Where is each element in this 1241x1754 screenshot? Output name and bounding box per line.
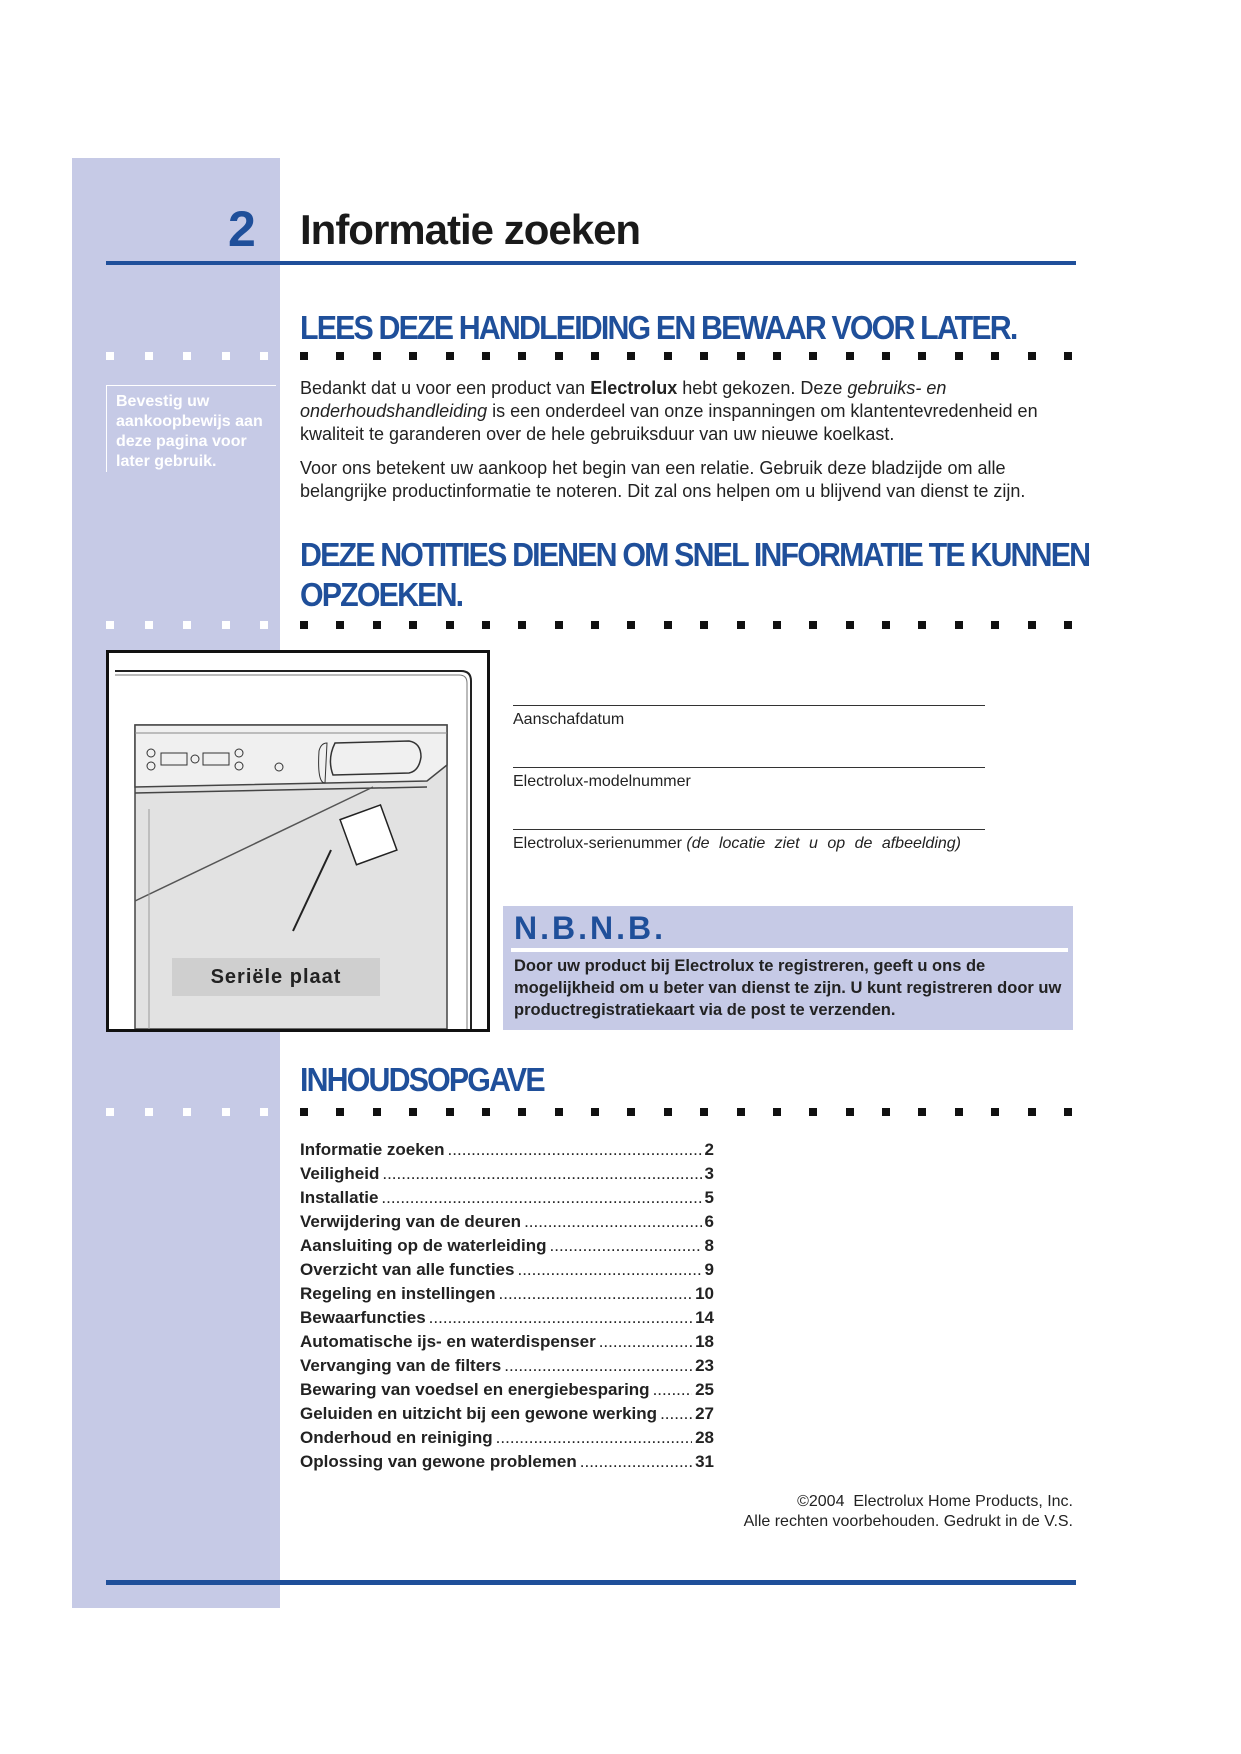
sidebar-dot-row [106,621,268,629]
sidebar-note: Bevestig uw aankoopbewijs aan deze pagina voor later gebruik. [106,385,276,472]
page-title: Informatie zoeken [300,206,641,253]
nb-box [503,906,1073,1030]
footer-rule [106,1580,1076,1585]
model-number-line [513,767,985,768]
toc-entry[interactable]: Installatie ..... 5 [300,1188,714,1212]
purchase-date-line [513,705,985,706]
dot-divider [300,352,1072,360]
serial-plate-label: Seriële plaat [172,958,380,996]
section-heading-keep-manual: LEES DEZE HANDLEIDING EN BEWAAR VOOR LATER. [300,309,1017,346]
nb-rule [511,948,1068,952]
nb-text: Door uw product bij Electrolux te registreren, geeft u ons de mogelijkheid om u beter van dienst te zijn. U kunt registreren door uw productregistratiekaart via de post te verzenden. [514,957,1062,1019]
toc-entry[interactable]: Informatie zoeken ..... 2 [300,1140,714,1164]
brand-name: Electrolux [590,378,678,398]
dot-divider [300,621,1072,629]
relation-paragraph: Voor ons betekent uw aankoop het begin van een relatie. Gebruik deze bladzijde om alle belangrijke productinformatie te noteren. Dit zal ons helpen om u blijvend van dienst te zijn. [300,458,1026,501]
sidebar-dot-row [106,352,268,360]
toc-heading: INHOUDSOPGAVE [300,1061,544,1098]
dot-divider [300,1108,1072,1116]
serial-number-label: Electrolux-serienummer (de locatie ziet u op de afbeelding) [513,835,961,852]
toc-entry[interactable]: Geluiden en uitzicht bij een gewone werking ..... 27 [300,1404,714,1428]
section-heading-notes: DEZE NOTITIES DIENEN OM SNEL INFORMATIE TE KUNNEN OPZOEKEN. [300,536,1090,613]
nb-title: N.B.N.B. [514,910,666,946]
toc-entry[interactable]: Onderhoud en reiniging ..... 28 [300,1428,714,1452]
table-of-contents [300,1140,714,1476]
purchase-date-label: Aanschafdatum [513,711,625,728]
toc-entry[interactable]: Aansluiting op de waterleiding ..... 8 [300,1236,714,1260]
toc-entry[interactable]: Overzicht van alle functies ..... 9 [300,1260,714,1284]
toc-entry[interactable]: Automatische ijs- en waterdispenser ..... 18 [300,1332,714,1356]
sidebar-dot-row [106,1108,268,1116]
model-number-label: Electrolux-modelnummer [513,773,691,790]
intro-paragraph: Bedankt dat u voor een product van Electrolux hebt gekozen. Deze gebruiks- en onderhoudshandleiding is een onderdeel van onze inspanningen om klantentevredenheid en kwaliteit te garanderen over de hele gebruiksduur van uw nieuwe koelkast. [300,378,1038,444]
fridge-illustration [106,650,490,1032]
serial-hint: (de locatie ziet u op de afbeelding) [686,835,961,852]
toc-entry[interactable]: Oplossing van gewone problemen ..... 31 [300,1452,714,1476]
toc-entry[interactable]: Vervanging van de filters ..... 23 [300,1356,714,1380]
copyright-notice: ©2004 Electrolux Home Products, Inc. Alle rechten voorbehouden. Gedrukt in de V.S. [743,1493,1073,1530]
toc-entry[interactable]: Bewaarfuncties ..... 14 [300,1308,714,1332]
toc-entry[interactable]: Regeling en instellingen ..... 10 [300,1284,714,1308]
header-rule [106,261,1076,265]
toc-entry[interactable]: Verwijdering van de deuren ..... 6 [300,1212,714,1236]
toc-entry[interactable]: Bewaring van voedsel en energiebesparing ..... 25 [300,1380,714,1404]
manual-name: gebruiks- en onderhoudshandleiding [300,378,947,421]
serial-number-line [513,829,985,830]
page-number: 2 [228,201,256,257]
toc-entry[interactable]: Veiligheid ..... 3 [300,1164,714,1188]
